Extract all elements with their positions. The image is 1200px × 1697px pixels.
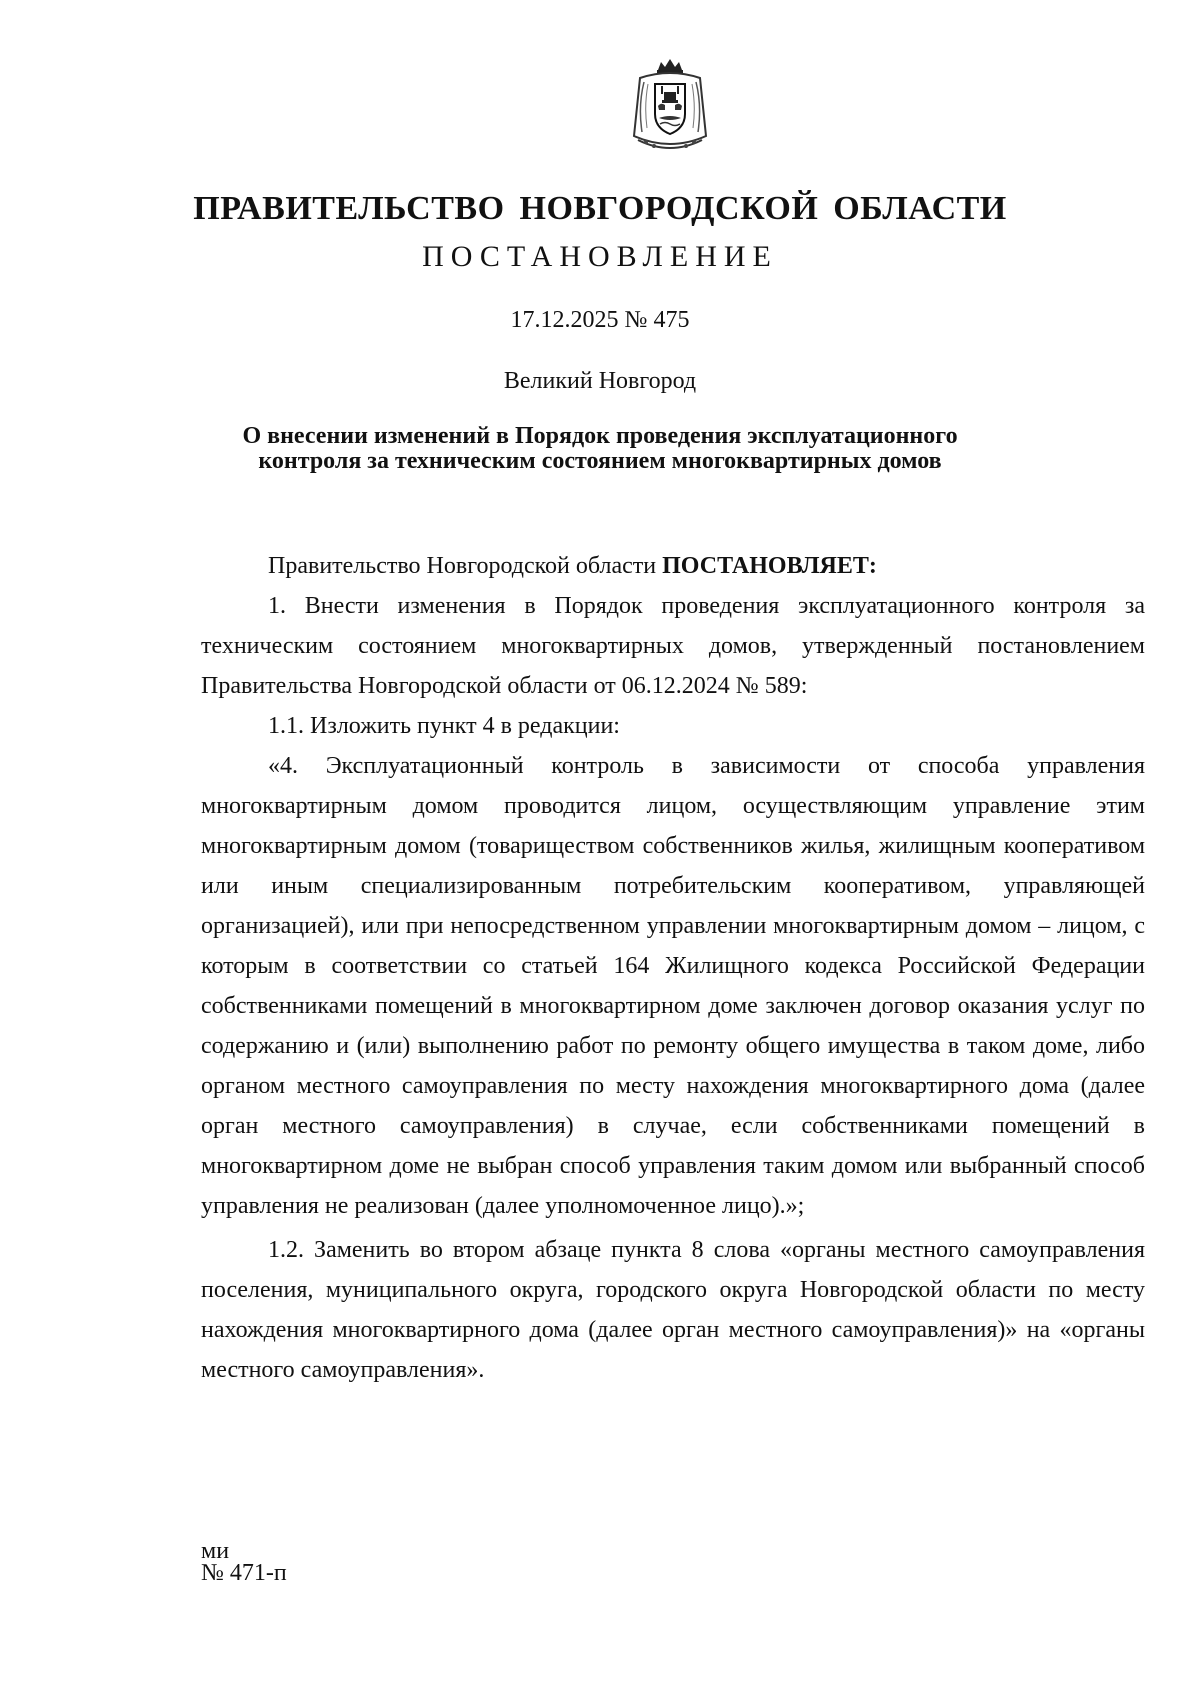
paragraph-point-4: «4. Эксплуатационный контроль в зависимости от способа управления многоквартирным домом проводится лицом, осуществляющим управление этим многоквартирным домом (товариществом собственников жилья, жилищным кооперативом или иным специализированным потребительским кооперативом, управляющей организацией), или при непосредственном управлении многоквартирным домом – лицом, с которым в соответствии со статьей 164 Жилищного кодекса Российской Федерации собственниками помещений в многоквартирном доме заключен договор оказания услуг по содержанию и (или) выполнению работ по ремонту общего имущества в таком доме, либо органом местного самоуправления по месту нахождения многоквартирного дома (далее орган местного самоуправления) в случае, если собственниками помещений в многоквартирном доме не выбран способ управления таким домом или выбранный способ управления не реализован (далее уполномоченное лицо).»; (201, 753, 1145, 1219)
preamble-resolves: ПОСТАНОВЛЯЕТ: (662, 553, 877, 579)
footer-initials: ми (201, 1538, 230, 1564)
preamble (201, 546, 1145, 586)
government-title: ПРАВИТЕЛЬСТВО НОВГОРОДСКОЙ ОБЛАСТИ (193, 190, 1007, 227)
document-subject (0, 424, 1200, 474)
subject-line-2: контроля за техническим состоянием многоквартирных домов (258, 448, 942, 474)
paragraph-1-1: 1.1. Изложить пункт 4 в редакции: (268, 713, 620, 739)
subject-line-1: О внесении изменений в Порядок проведения эксплуатационного (242, 423, 958, 449)
document-city: Великий Новгород (503, 368, 697, 394)
footer-reference-number: № 471-п (201, 1560, 287, 1586)
preamble-text: Правительство Новгородской области (268, 553, 663, 579)
document-date-number: 17.12.2025 № 475 (510, 307, 690, 333)
document-body (201, 546, 1145, 1390)
document-type: ПОСТАНОВЛЕНИЕ (422, 240, 778, 273)
novgorod-oblast-coat-of-arms-icon (628, 56, 712, 154)
paragraph-1: 1. Внести изменения в Порядок проведения эксплуатационного контроля за техническим состоянием многоквартирных домов, утвержденный постановлением Правительства Новгородской области от 06.12.2024 № 589: (201, 593, 1145, 699)
paragraph-1-2: 1.2. Заменить во втором абзаце пункта 8 слова «органы местного самоуправления поселения, муниципального округа, городского округа Новгородской области по месту нахождения многоквартирного дома (далее орган местного самоуправления)» на «органы местного самоуправления». (201, 1237, 1145, 1383)
document-footer (201, 1540, 287, 1584)
